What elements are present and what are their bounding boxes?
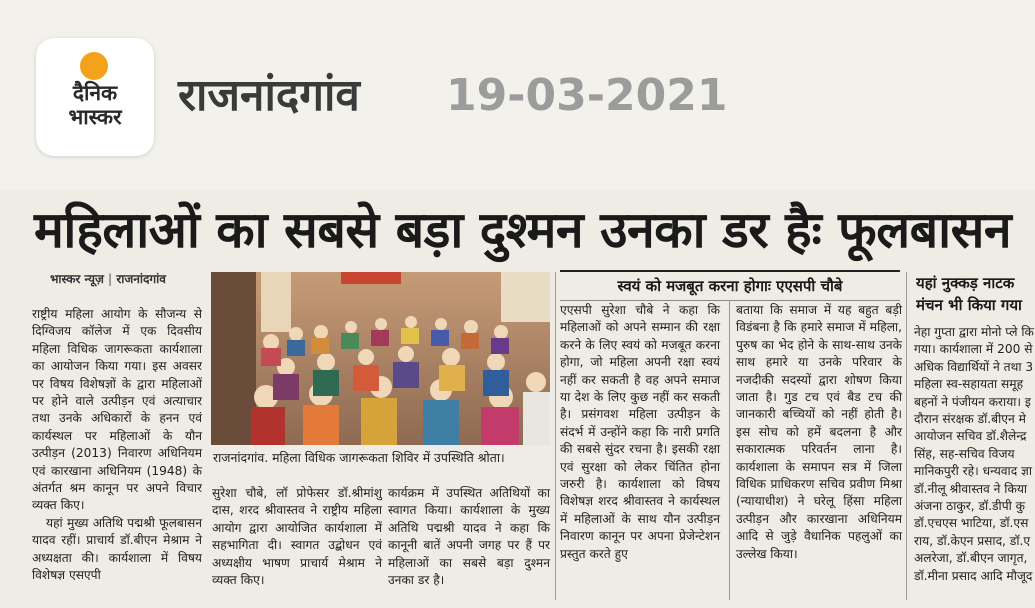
text-line: अलरेजा, डॉ.बीएन जागृत,	[914, 551, 1028, 566]
column-intro	[32, 306, 202, 585]
text-line: डॉ.एचएस भाटिया, डॉ.एस	[914, 516, 1029, 531]
column-society: बताया कि समाज में यह बहुत बड़ी विडंबना है कि हमारे समाज में महिला, पुरुष का भेद होने के साथ-साथ उनके साथ हमारे या उनके परिवार के नजदीकी सदस्यों द्वारा शोषण किया जाता है। गुड टच एवं बैड टच की जानकारी बच्चियों को नहीं होती है। इस सोच को हमें बदलना है और सकारात्मक परिवर्तन लाना है। कार्यशाला के समापन सत्र में जिला विधिक प्राधिकरण सचिव प्रवीण मिश्रा (न्यायाधीश) ने घरेलू हिंसा महिला उत्पीड़न और कारखाना अधिनियम आदि से जुड़े वैधानिक पहलुओं का उल्लेख किया।	[736, 303, 902, 561]
byline-agency: भास्कर न्यूज़	[50, 272, 104, 286]
brand-line-1: दैनिक	[72, 81, 118, 105]
text-line: अधिक विद्यार्थियों ने तथा 3	[914, 359, 1034, 374]
byline: भास्कर न्यूज़ | राजनांदगांव	[50, 272, 166, 286]
side-headline	[916, 272, 1035, 316]
column-asp-speech: एएसपी सुरेशा चौबे ने कहा कि महिलाओं को अपने सम्मान की रक्षा करने के लिए स्वयं को मजबूत करना होगा, जो महिला अपनी रक्षा स्वयं नहीं कर सकती है वह अपने समाज या देश के लिए कुछ नहीं कर सकती है। प्रसंगवश महिला उत्पीड़न के संदर्भ में उन्होंने कहा कि नारी प्रगति की सबसे सुंदर रचना है। इसकी रक्षा एवं सुरक्षा को लेकर चिंतित होना जरुरी है। कार्यशाला को विषय विशेषज्ञ शरद श्रीवास्तव ने कार्यस्थल में महिलाओं के साथ यौन उत्पीड़न निवारण कानून पर अपना प्रेजेन्टेशन प्रस्तुत करते हुए	[560, 303, 720, 561]
text-line: नेहा गुप्ता द्वारा मोनो प्ले कि	[914, 325, 1034, 339]
text-line: आयोजन सचिव डॉ.शैलेन्द्र	[914, 429, 1027, 444]
paragraph: राष्ट्रीय महिला आयोग के सौजन्य से दिग्विजय कॉलेज में एक दिवसीय महिला विधिक जागरूकता कार्यशाला का आयोजन किया गया। इस अवसर पर विषय विशेषज्ञों के द्वारा महिलाओं पर होने वाले उत्पीड़न एवं अत्याचार तथा उनके अधिकारों के हनन एवं कार्यस्थल पर महिलाओं के यौन उत्पीड़न (2013) निवारण अधिनियम एवं कारखाना अधिनियम (1948) के अंतर्गत श्रम कानून पर अपने विचार व्यक्त किए।	[32, 307, 202, 513]
text-line: राय, डॉ.केएन प्रसाद, डॉ.ए	[914, 533, 1031, 548]
sun-icon	[80, 52, 108, 80]
edition-city: राजनांदगांव	[178, 70, 360, 121]
text-line: मानिकपुरी रहे। धन्यवाद ज्ञा	[914, 464, 1033, 479]
photo-caption: राजनांदगांव. महिला विधिक जागरूकता शिविर में उपस्थिति श्रोता।	[213, 450, 505, 465]
column-chief-guest: कार्यक्रम में उपस्थित अतिथियों का स्वागत किया। कार्यशाला के मुख्य अतिथि पद्मश्री यादव ने कहा कि कानूनी बातें अपनी जगह पर हैं पर महिलाओं का सबसे बड़ा दुश्मन उनका डर है।	[388, 486, 550, 588]
edition-date: 19-03-2021	[446, 70, 728, 121]
column-divider	[729, 300, 730, 600]
paragraph: यहां मुख्य अतिथि पद्मश्री फूलबासन यादव रहीं। प्राचार्य डॉ.बीएन मेश्राम ने अध्यक्षता की। कार्यशाला में विषय विशेषज्ञ एसएपी	[32, 515, 202, 583]
column-divider	[555, 272, 556, 600]
column-guests: सुरेशा चौबे, लॉ प्रोफेसर डॉ.श्रीमांशु दास, शरद श्रीवास्तव ने राष्ट्रीय महिला आयोग द्वारा आयोजित कार्यशाला में सहभागिता दी। स्वागत उद्बोधन एवं अध्यक्षीय भाषण प्राचार्य मेश्राम ने व्यक्त किए।	[212, 486, 382, 588]
text-line: बहनों ने पंजीयन कराया। इ	[914, 394, 1031, 409]
byline-place: राजनांदगांव	[116, 272, 166, 286]
audience-photo-illustration	[211, 272, 550, 445]
side-headline-line: मंचन भी किया गया	[916, 296, 1022, 314]
text-line: सिंह, सह-सचिव विजय	[914, 446, 1015, 461]
text-line: अंजना ठाकुर, डॉ.डीपी कु	[914, 499, 1026, 514]
sub-headline: स्वयं को मजबूत करना होगाः एएसपी चौबे	[560, 270, 900, 301]
brand-line-2: भास्कर	[68, 105, 122, 129]
brand-logo	[36, 38, 154, 156]
article-headline: महिलाओं का सबसे बड़ा दुश्मन उनका डर हैः फूलबासन	[34, 201, 1012, 259]
column-divider	[906, 272, 907, 600]
text-line: डॉ.नीलू श्रीवास्तव ने किया	[914, 481, 1028, 496]
text-line: डॉ.मीना प्रसाद आदि मौजूद	[914, 568, 1033, 583]
text-line: दौरान संरक्षक डॉ.बीएन मे	[914, 412, 1026, 427]
text-line: गया। कार्यशाला में 200 से	[914, 342, 1033, 357]
side-headline-line: यहां नुक्कड़ नाटक	[916, 274, 1015, 292]
column-street-play	[914, 324, 1035, 585]
event-photo	[211, 272, 550, 445]
text-line: महिला स्व-सहायता समूह	[914, 377, 1024, 392]
